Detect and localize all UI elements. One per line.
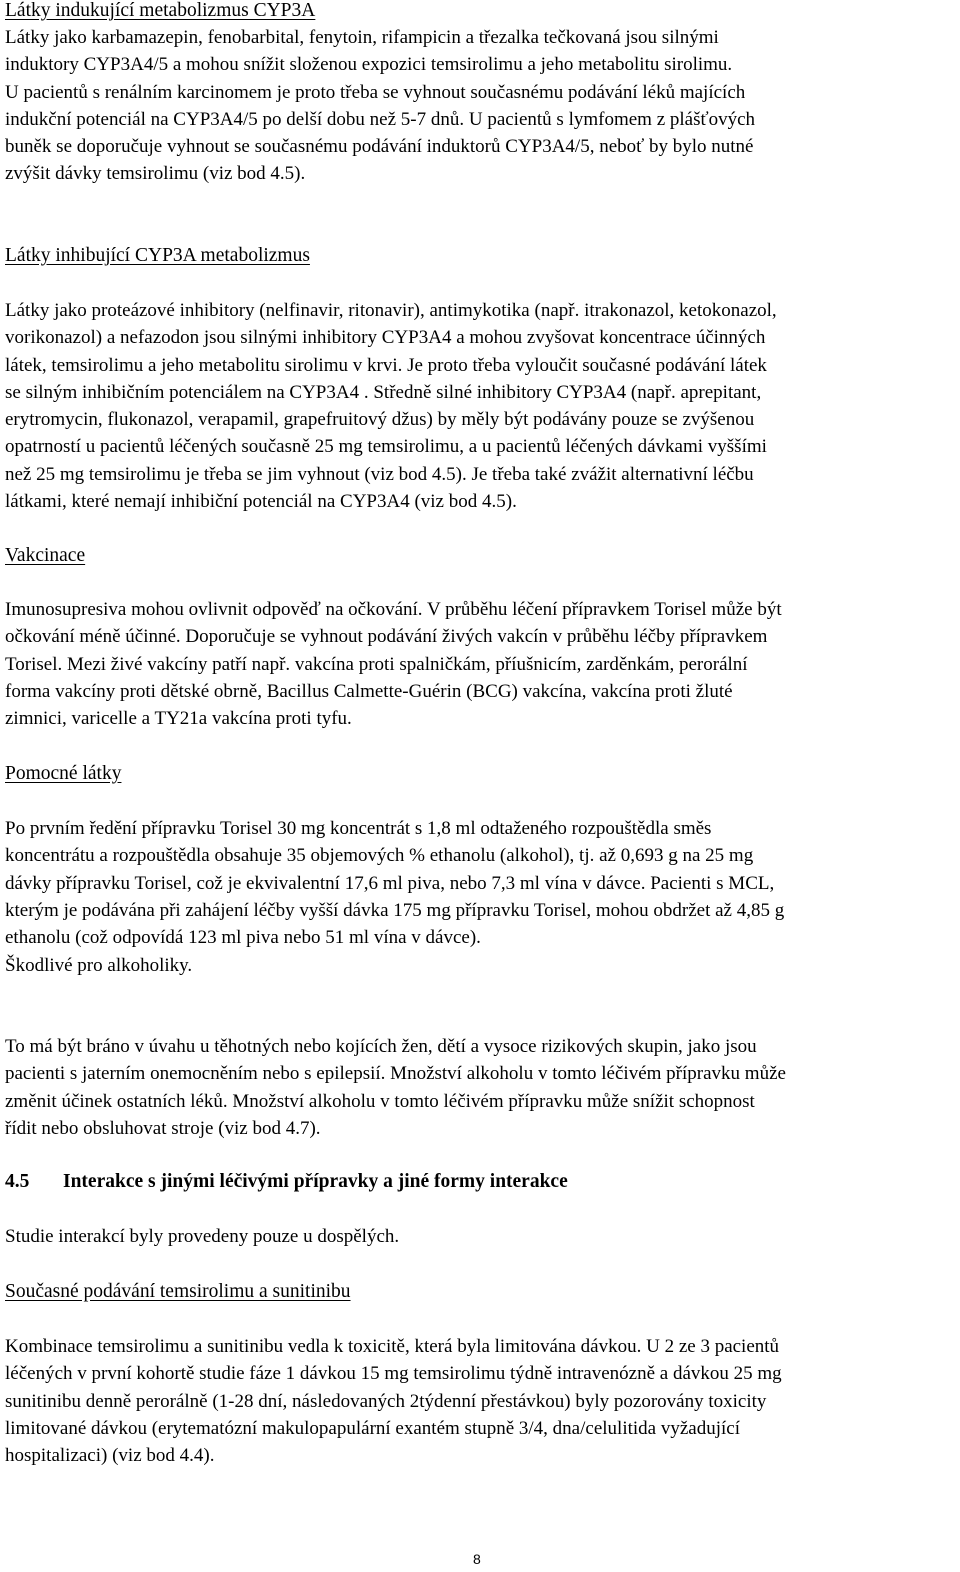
text-line: léčených v první kohortě studie fáze 1 dávkou 15 mg temsirolimu týdně intravenózně a dávkou 25 mg — [5, 1363, 782, 1385]
text-line: indukční potenciál na CYP3A4/5 po delší dobu než 5-7 dnů. U pacientů s lymfomem z plášťových — [5, 108, 756, 130]
text-line: forma vakcíny proti dětské obrně, Bacillus Calmette-Guérin (BCG) vakcína, vakcína proti žluté — [5, 680, 733, 702]
text-line: erytromycin, flukonazol, verapamil, grapefruitový džus) by měly být podávány pouze se zvýšenou — [5, 409, 755, 431]
heading-excipients: Pomocné látky — [5, 763, 122, 784]
text-line: kterým je podávána při zahájení léčby vyšší dávka 175 mg přípravku Torisel, mohou obdržet až 4,85 g — [5, 899, 785, 921]
text-line: induktory CYP3A4/5 a mohou snížit složenou expozici temsirolimu a jeho metabolitu sirolimu. — [5, 54, 733, 76]
heading-cyp3a-inducers: Látky indukující metabolizmus CYP3A — [5, 0, 316, 21]
text-line: Látky jako proteázové inhibitory (nelfinavir, ritonavir), antimykotika (např. itrakonazol, ketokonazol, — [5, 300, 777, 321]
text-line: zimnici, varicelle a TY21a vakcína proti tyfu. — [5, 708, 352, 730]
text-line: Látky jako karbamazepin, fenobarbital, fenytoin, rifampicin a třezalka tečkovaná jsou silnými — [5, 27, 719, 48]
paragraph-alcohol-risks — [5, 1033, 957, 1142]
page-number: 8 — [473, 1551, 481, 1567]
paragraph-inducers — [5, 24, 957, 188]
text-line: U pacientů s renálním karcinomem je proto třeba se vyhnout současnému podávání léků majících — [5, 81, 746, 103]
text-line: Torisel. Mezi živé vakcíny patří např. vakcína proti spalničkám, příušnicím, zarděnkám, perorální — [5, 653, 748, 675]
text-line: buněk se doporučuje vyhnout se současnému podávání induktorů CYP3A4/5, neboť by bylo nutné — [5, 136, 754, 158]
paragraph-interaction-studies — [5, 1223, 957, 1250]
heading-sunitinib: Současné podávání temsirolimu a sunitinibu — [5, 1281, 351, 1302]
heading-vaccination: Vakcinace — [5, 545, 86, 566]
text-line: Po prvním ředění přípravku Torisel 30 mg koncentrát s 1,8 ml odtaženého rozpouštědla směs — [5, 818, 712, 839]
section-heading-4-5 — [5, 1171, 568, 1193]
section-title: Interakce s jinými léčivými přípravky a jiné formy interakce — [63, 1171, 568, 1192]
heading-cyp3a-inhibitors: Látky inhibující CYP3A metabolizmus — [5, 245, 310, 266]
text-line: řídit nebo obsluhovat stroje (viz bod 4.7). — [5, 1117, 321, 1139]
text-line: změnit účinek ostatních léků. Množství alkoholu v tomto léčivém přípravku může snížit schopnost — [5, 1090, 755, 1112]
text-line: hospitalizaci) (viz bod 4.4). — [5, 1445, 215, 1467]
paragraph-excipients — [5, 815, 957, 951]
paragraph-vaccination — [5, 596, 957, 732]
text-line: látkami, které nemají inhibiční potenciál na CYP3A4 (viz bod 4.5). — [5, 491, 517, 513]
text-line: zvýšit dávky temsirolimu (viz bod 4.5). — [5, 163, 306, 185]
text-line: očkování méně účinné. Doporučuje se vyhnout podávání živých vakcín v průběhu léčby přípravkem — [5, 626, 768, 648]
paragraph-sunitinib — [5, 1333, 957, 1469]
paragraph-inhibitors — [5, 297, 957, 515]
text-line: látek, temsirolimu a jeho metabolitu sirolimu v krvi. Je proto třeba vyloučit současné podávání látek — [5, 354, 767, 376]
text-line: vorikonazol) a nefazodon jsou silnými inhibitory CYP3A4 a mohou zvyšovat koncentrace účinných — [5, 327, 766, 349]
paragraph-alcohol-warning — [5, 952, 957, 979]
text-line: koncentrátu a rozpouštědla obsahuje 35 objemových % ethanolu (alkohol), tj. až 0,693 g na 25 mg — [5, 845, 754, 867]
section-number: 4.5 — [5, 1171, 30, 1192]
text-line: ethanolu (což odpovídá 123 ml piva nebo 51 ml vína v dávce). — [5, 927, 481, 949]
text-line: pacienti s jaterním onemocněním nebo s epilepsií. Množství alkoholu v tomto léčivém přípravku může — [5, 1063, 786, 1085]
text-line: Imunosupresiva mohou ovlivnit odpověď na očkování. V průběhu léčení přípravkem Torisel může být — [5, 599, 782, 620]
text-line: sunitinibu denně perorálně (1-28 dní, následovaných 2týdenní přestávkou) byly pozorovány toxicity — [5, 1390, 767, 1412]
text-line: se silným inhibičním potenciálem na CYP3A4 . Středně silné inhibitory CYP3A4 (např. aprepitant, — [5, 381, 762, 403]
text-line: Kombinace temsirolimu a sunitinibu vedla k toxicitě, která byla limitována dávkou. U 2 ze 3 pacientů — [5, 1336, 780, 1357]
text-line: Studie interakcí byly provedeny pouze u dospělých. — [5, 1226, 400, 1247]
text-line: opatrností u pacientů léčených současně 25 mg temsirolimu, a u pacientů léčených dávkami vyššími — [5, 436, 767, 458]
text-line: než 25 mg temsirolimu je třeba se jim vyhnout (viz bod 4.5). Je třeba také zvážit alternativní léčbu — [5, 463, 754, 485]
text-line: dávky přípravku Torisel, což je ekvivalentní 17,6 ml piva, nebo 7,3 ml vína v dávce. Pacienti s MCL, — [5, 872, 775, 894]
text-line: To má být bráno v úvahu u těhotných nebo kojících žen, dětí a vysoce rizikových skupin, jako jsou — [5, 1036, 757, 1057]
text-line: Škodlivé pro alkoholiky. — [5, 955, 193, 976]
text-line: limitované dávkou (erytematózní makulopapulární exantém stupně 3/4, dna/celulitida vyžadující — [5, 1417, 740, 1439]
